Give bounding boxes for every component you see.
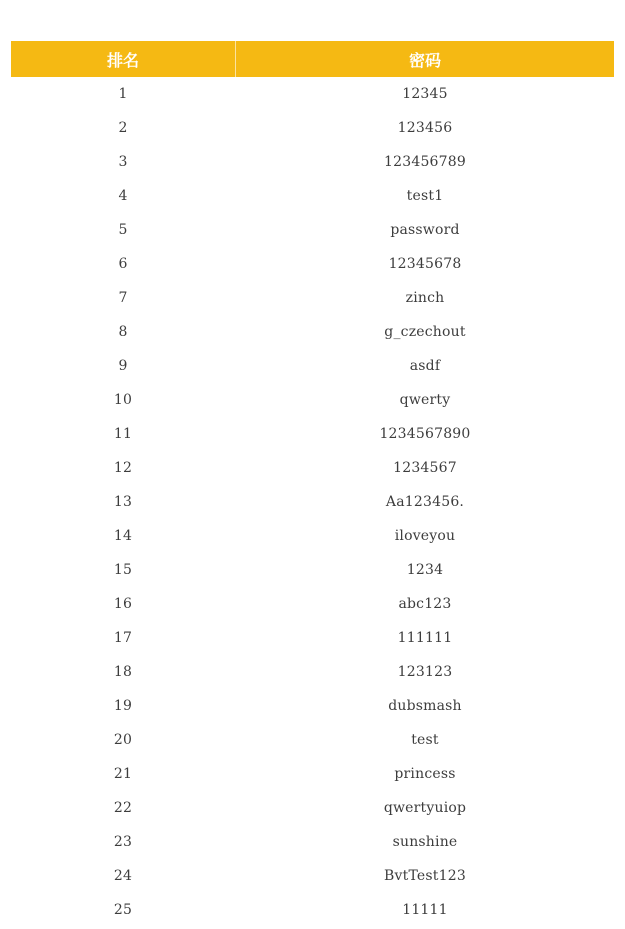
rank-cell: 5 <box>118 222 128 238</box>
table-row <box>11 111 614 145</box>
rank-cell: 19 <box>113 698 133 714</box>
table-row <box>11 859 614 893</box>
table-row <box>11 519 614 553</box>
table-row <box>11 179 614 213</box>
password-cell: 123123 <box>397 664 453 680</box>
rank-cell: 11 <box>113 426 133 442</box>
table-row <box>11 655 614 689</box>
password-cell: test <box>411 732 439 748</box>
password-cell: qwertyuiop <box>383 800 467 816</box>
password-cell: 11111 <box>402 902 448 918</box>
password-cell: 1234567 <box>393 460 457 476</box>
rank-cell: 2 <box>118 120 128 136</box>
table-row <box>11 315 614 349</box>
table-row <box>11 485 614 519</box>
table-row <box>11 451 614 485</box>
table-row <box>11 213 614 247</box>
rank-cell: 6 <box>118 256 128 272</box>
password-cell: 111111 <box>397 630 453 646</box>
table-row <box>11 825 614 859</box>
rank-cell: 9 <box>118 358 128 374</box>
rank-cell: 23 <box>113 834 133 850</box>
password-cell: 123456 <box>397 120 453 136</box>
header-rank: 排名 <box>106 50 139 70</box>
rank-cell: 24 <box>113 868 133 884</box>
password-cell: dubsmash <box>388 698 462 714</box>
rank-cell: 25 <box>113 902 133 918</box>
rank-cell: 16 <box>113 596 133 612</box>
rank-cell: 17 <box>113 630 133 646</box>
table-row <box>11 417 614 451</box>
table-row <box>11 247 614 281</box>
rank-cell: 1 <box>118 86 128 102</box>
password-cell: BvtTest123 <box>384 868 466 884</box>
rank-cell: 18 <box>113 664 133 680</box>
table-row <box>11 77 614 111</box>
table-row <box>11 145 614 179</box>
table-header <box>11 41 614 77</box>
table-row <box>11 383 614 417</box>
table-row <box>11 893 614 927</box>
password-cell: password <box>390 222 460 238</box>
table-row <box>11 723 614 757</box>
password-cell: zinch <box>405 290 445 306</box>
password-cell: test1 <box>406 188 444 204</box>
rank-cell: 8 <box>118 324 128 340</box>
rank-cell: 4 <box>118 188 128 204</box>
rank-cell: 21 <box>113 766 133 782</box>
password-cell: 12345 <box>402 86 448 102</box>
password-ranking-table <box>11 41 614 927</box>
rank-cell: 7 <box>118 290 128 306</box>
table-row <box>11 587 614 621</box>
table-row <box>11 349 614 383</box>
password-cell: 12345678 <box>388 256 462 272</box>
table-body <box>11 77 614 927</box>
table-row <box>11 689 614 723</box>
rank-cell: 12 <box>113 460 133 476</box>
password-cell: 1234567890 <box>379 426 471 442</box>
password-cell: abc123 <box>398 596 452 612</box>
rank-cell: 22 <box>113 800 133 816</box>
table-row <box>11 553 614 587</box>
table-row <box>11 621 614 655</box>
password-cell: Aa123456. <box>385 494 465 510</box>
rank-cell: 20 <box>113 732 133 748</box>
password-cell: asdf <box>409 358 441 374</box>
password-cell: sunshine <box>392 834 458 850</box>
rank-cell: 13 <box>113 494 133 510</box>
table-row <box>11 281 614 315</box>
password-cell: 123456789 <box>384 154 466 170</box>
password-cell: 1234 <box>406 562 444 578</box>
rank-cell: 15 <box>113 562 133 578</box>
password-cell: princess <box>394 766 456 782</box>
rank-cell: 3 <box>118 154 128 170</box>
table-row <box>11 757 614 791</box>
rank-cell: 10 <box>113 392 133 408</box>
password-cell: iloveyou <box>394 528 456 544</box>
header-password: 密码 <box>408 50 441 70</box>
password-cell: qwerty <box>399 392 451 408</box>
password-cell: g_czechout <box>384 324 466 340</box>
rank-cell: 14 <box>113 528 133 544</box>
table-row <box>11 791 614 825</box>
